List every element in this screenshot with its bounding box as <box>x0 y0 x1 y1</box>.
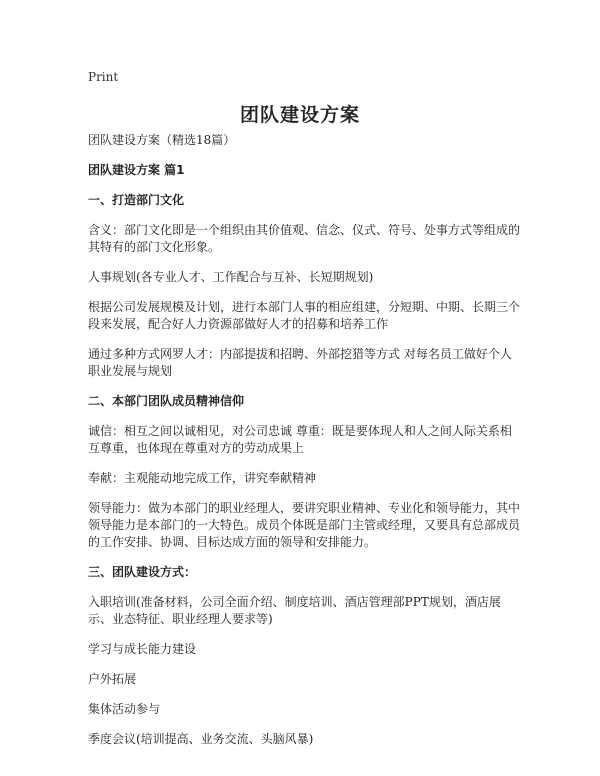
paragraph: 通过多种方式网罗人才：内部提拔和招聘、外部挖猎等方式 对每名员工做好个人职业发展与规划 <box>88 347 512 378</box>
paragraph: 根据公司发展规模及计划，进行本部门人事的相应组建，分短期、中期、长期三个段来发展，配合好人力资源部做好人才的招募和培养工作 <box>88 300 521 331</box>
subtitle: 团队建设方案（精选18篇） <box>88 133 236 147</box>
paragraph: 含义：部门文化即是一个组织由其价值观、信念、仪式、符号、处事方式等组成的其特有的部门文化形象。 <box>88 223 521 254</box>
paragraph: 户外拓展 <box>88 672 137 686</box>
paragraph: 奉献：主观能动地完成工作，讲究奉献精神 <box>88 471 317 485</box>
document-body <box>88 132 520 761</box>
section-heading: 二、本部门团队成员精神信仰 <box>88 394 245 408</box>
section-heading: 团队建设方案 篇1 <box>88 163 185 177</box>
paragraph: 诚信：相互之间以诚相见，对公司忠诚 尊重：既是要体现人和人之间人际关系相互尊重，也体现在尊重对方的劳动成果上 <box>88 424 512 455</box>
paragraph: 入职培训(准备材料，公司全面介绍、制度培训、酒店管理部PPT规划，酒店展示、业态特征、职业经理人要求等) <box>88 595 501 626</box>
section-heading: 三、团队建设方式： <box>88 565 197 579</box>
print-link[interactable]: Print <box>88 70 119 84</box>
paragraph: 领导能力：做为本部门的职业经理人，要讲究职业精神、专业化和领导能力，其中领导能力是本部门的一大特色。成员个体既是部门主管或经理，又要具有总部成员的工作安排、协调、目标达成方面的领导和安排能力。 <box>88 501 521 549</box>
paragraph: 集体活动参与 <box>88 702 161 716</box>
paragraph: 学习与成长能力建设 <box>88 642 197 656</box>
paragraph: 人事规划(各专业人才、工作配合与互补、长短期规划) <box>88 270 374 284</box>
section-heading: 一、打造部门文化 <box>88 193 185 207</box>
page-title: 团队建设方案 <box>239 104 360 126</box>
paragraph: 季度会议(培训提高、业务交流、头脑风暴) <box>88 732 314 746</box>
